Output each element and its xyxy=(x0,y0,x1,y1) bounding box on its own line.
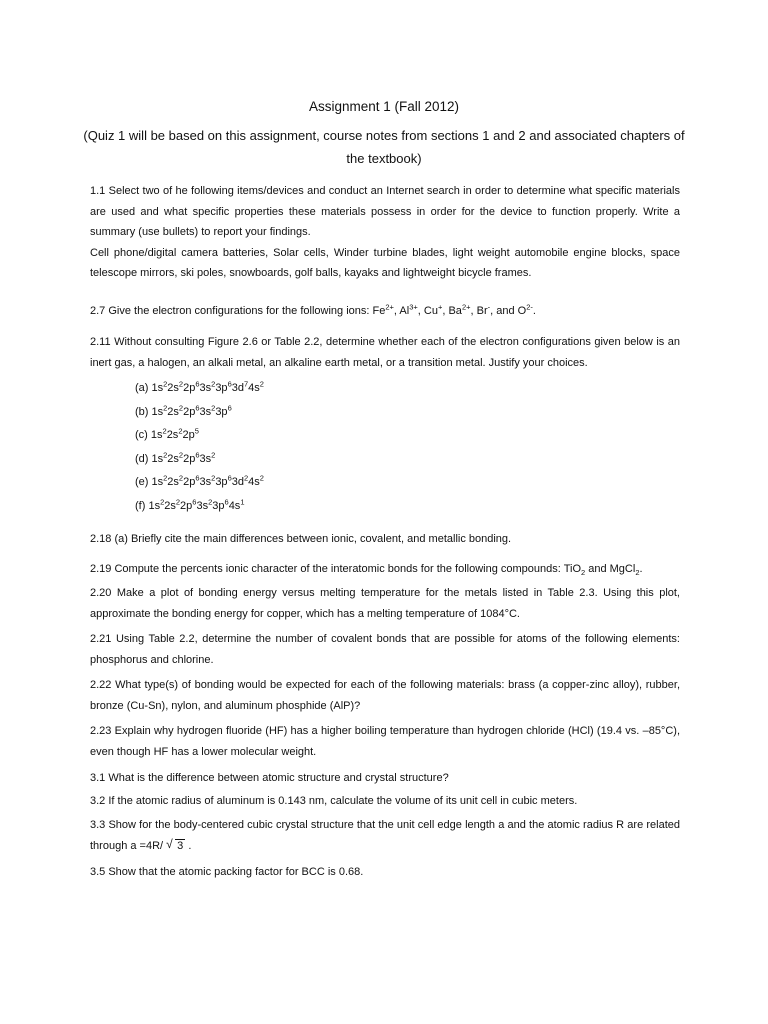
question-2-21-text: 2.21 Using Table 2.2, determine the number of covalent bonds that are possible for atoms of the following elements: phosphorus and chlorine. xyxy=(90,633,680,666)
question-2-23 xyxy=(90,721,680,762)
question-3-3 xyxy=(90,815,680,856)
electron-config-item: (b) $1s^22s^22p^63s^23p^6$ xyxy=(135,402,232,418)
question-1-1 xyxy=(90,181,680,284)
electron-config-item: (a) $1s^22s^22p^63s^23p^63d^74s^2$ xyxy=(135,379,264,394)
question-2-20 xyxy=(90,583,680,624)
question-3-2 xyxy=(90,791,680,812)
electron-config-item: (f) $1s^22s^22p^63s^23p^64s^1$ xyxy=(135,497,245,512)
question-3-5 xyxy=(90,862,680,883)
question-1-1-items: Cell phone/digital camera batteries, Solar cells, Winder turbine blades, light weight automobile engine blocks, space telescope mirrors, ski poles, snowboards, golf balls, kayaks and lightweight bicycle frames. xyxy=(90,246,680,279)
question-2-11-text: 2.11 Without consulting Figure 2.6 or Table 2.2, determine whether each of the electron configurations given below is an inert gas, a halogen, an alkali metal, an alkaline earth metal, or a transition metal. Justify your choices. xyxy=(90,336,680,369)
electron-config-list xyxy=(135,377,264,519)
question-2-19-text: 2.19 Compute the percents ionic character of the interatomic bonds for the following compounds: TiO$_2$ and MgCl$_2$. xyxy=(90,563,643,578)
question-2-18-text: 2.18 (a) Briefly cite the main differences between ionic, covalent, and metallic bonding. xyxy=(90,533,512,545)
question-3-1-text: 3.1 What is the difference between atomic structure and crystal structure? xyxy=(90,772,449,784)
page-subtitle: (Quiz 1 will be based on this assignment, course notes from sections 1 and 2 and associated chapters of the textbook) xyxy=(83,128,685,166)
square-root-sign: √ 3 xyxy=(166,836,184,852)
question-2-7 xyxy=(90,301,680,322)
electron-config-item: (d) $1s^22s^22p^63s^2$ xyxy=(135,450,216,465)
question-3-5-text: 3.5 Show that the atomic packing factor for BCC is 0.68. xyxy=(90,866,364,878)
question-2-22 xyxy=(90,675,680,716)
question-2-18 xyxy=(90,529,680,550)
question-2-21 xyxy=(90,629,680,670)
question-2-7-text: 2.7 Give the electron configurations for the following ions: $Fe^{2+}$, $Al^{3+}$, Cu+, $Ba^{2+}$, Br-, and $O^{2-}$. xyxy=(90,302,536,317)
question-2-19 xyxy=(90,559,680,580)
electron-config-item: (e) $1s^22s^22p^63s^23p^63d^24s^2$ xyxy=(135,473,264,489)
question-2-11 xyxy=(90,332,680,373)
question-2-20-text: 2.20 Make a plot of bonding energy versus melting temperature for the metals listed in Table 2.3. Using this plot, approximate the bonding energy for copper, which has a melting temperature of 1084°C. xyxy=(90,587,680,620)
question-2-22-text: 2.22 What type(s) of bonding would be expected for each of the following materials: brass (a copper-zinc alloy), rubber, bronze (Cu-Sn), nylon, and aluminum phosphide (AlP)? xyxy=(90,679,680,712)
question-3-3-text: 3.3 Show for the body-centered cubic crystal structure that the unit cell edge length a and the atomic radius R are related through a =4R/ √ 3 . xyxy=(90,815,680,856)
question-2-23-text: 2.23 Explain why hydrogen fluoride (HF) has a higher boiling temperature than hydrogen chloride (HCl) (19.4 vs. –85°C), even though HF has a lower molecular weight. xyxy=(90,725,680,758)
question-3-1 xyxy=(90,768,680,789)
page-title: Assignment 1 (Fall 2012) xyxy=(308,99,460,114)
electron-config-item: (c) $1s^22s^22p^5$ xyxy=(135,426,199,442)
question-3-2-text: 3.2 If the atomic radius of aluminum is 0.143 nm, calculate the volume of its unit cell in cubic meters. xyxy=(90,795,578,807)
question-1-1-text: 1.1 Select two of he following items/devices and conduct an Internet search in order to determine what specific materials are used and what specific properties these materials possess in order for the device to function properly. Write a summary (use bullets) to report your findings. xyxy=(90,185,680,238)
